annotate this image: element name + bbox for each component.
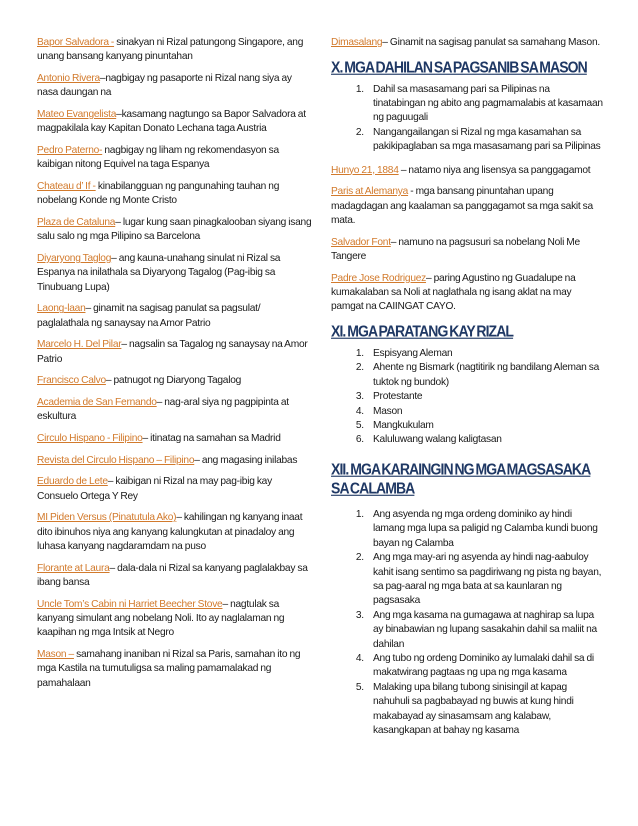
entry — [37, 338, 313, 367]
entry-text: – dala-dala ni Rizal sa kanyang paglalakbay sa ibang bansa — [37, 562, 308, 588]
entry-term[interactable]: Circulo Hispano - Filipino — [37, 433, 143, 444]
section-heading-xi: XI. MGA PARATANG KAY RIZAL — [331, 322, 514, 340]
list-item: 3. Ang mga kasama na gumagawa at naghirap sa lupa ay binabawian ng lupang sasakahin dahil sa maliit na dahilan — [366, 609, 603, 652]
entry-text: – ang magasing inilabas — [194, 454, 298, 466]
list-item: 5. Mangkukulam — [366, 419, 603, 433]
entry — [37, 475, 313, 504]
entry — [331, 236, 603, 265]
entry — [331, 164, 603, 178]
list-item: 2. Ang mga may-ari ng asyenda ay hindi nag-aabuloy kahit isang sentimo sa pagdiriwang ng pista ng bayan, sa pag-aaral ng mga bata at sa kaunlaran ng pagsasaka — [366, 551, 603, 609]
entry-text: – ginamit na sagisag panulat sa pagsulat/ paglalathala ng sanaysay na Amor Patrio — [37, 303, 261, 329]
entry — [37, 108, 313, 137]
list-item: 3. Protestante — [366, 390, 603, 404]
entry — [37, 511, 313, 554]
entry-text: – paring Agustino ng Guadalupe na kumakalaban sa Noli at naglathala ng isang aklat na may pamgat na CAIINGAT CAYO. — [331, 272, 576, 313]
entry-term[interactable]: Laong-laan — [37, 303, 86, 315]
entry-term[interactable]: Florante at Laura — [37, 562, 110, 574]
entry — [37, 598, 313, 641]
section-x-list — [331, 83, 603, 155]
entry-term[interactable]: MI Piden Versus (Pinatutula Ako) — [37, 512, 177, 524]
entry-text: samahang inaniban ni Rizal sa Paris, samahan ito ng mga Kastila na tumutuligsa sa maling pamamalakad ng pamahalaan — [37, 649, 301, 689]
entry-text: – nagtulak sa kanyang simulant ang nobelang Noli. Ito ay naglalaman ng kaapihan ng mga Intsik at Negro — [37, 598, 285, 639]
entry-term[interactable]: Mateo Evangelista — [37, 109, 117, 120]
entry-text: – kaibigan ni Rizal na may pag-ibig kay Consuelo Ortega Y Rey — [37, 476, 272, 502]
entry — [37, 432, 313, 446]
list-item: 1. Espisyang Aleman — [366, 347, 603, 361]
entry-term[interactable]: Uncle Tom’s Cabin ni Harriet Beecher Stove — [37, 598, 223, 610]
entry — [37, 648, 313, 691]
list-item: 4. Ang tubo ng ordeng Dominiko ay lumalaki dahil sa di makatwirang pagtaas ng upa ng mga kasama — [366, 652, 603, 681]
entry-term[interactable]: Antonio Rivera — [37, 73, 100, 84]
section-xi-list — [331, 347, 603, 448]
entry-text: – nag-aral siya ng pagpipinta at eskultura — [37, 397, 289, 423]
entry-term[interactable]: Mason – — [37, 649, 74, 660]
entry-text: – kahilingan ng kanyang inaat dito ibinuhos niya ang kanyang kalungkutan at pinadaloy ang luhasa kanyang nagdaramdam na puso — [37, 512, 303, 552]
entry-term[interactable]: Dimasalang — [331, 37, 383, 48]
entry-term[interactable]: Bapor Salvadora - — [37, 37, 115, 48]
list-item: 2. Nangangailangan si Rizal ng mga kasamahan sa pakikipaglaban sa mga masasamang pari sa Pilipinas — [366, 126, 603, 155]
entry-term[interactable]: Eduardo de Lete — [37, 476, 108, 488]
entry — [37, 36, 313, 65]
entry — [37, 216, 313, 245]
list-item: 6. Kaluluwang walang kaligtasan — [366, 433, 603, 447]
list-item: 1. Ang asyenda ng mga ordeng dominiko ay hindi lamang mga lupa sa paligid ng Calamba kundi buong bayan ng Calamba — [366, 508, 603, 551]
entry — [37, 144, 313, 173]
section-heading-xii: XII. MGA KARAINGIN NG MGA MAGSASAKA SA CALAMBA — [331, 459, 591, 497]
entry-text: kinabilangguan ng pangunahing tauhan ng nobelang Konde ng Monte Cristo — [37, 181, 280, 207]
list-item: 2. Ahente ng Bismark (nagtitirik ng bandilang Aleman sa tuktok ng bundok) — [366, 361, 603, 390]
entry-text: - mga bansang pinuntahan upang madagdagan ang kaalaman sa panggagamot sa mga sakit sa mata. — [331, 186, 593, 227]
left-column — [37, 36, 313, 698]
entry-text: – itinatag na samahan sa Madrid — [142, 433, 281, 444]
entry — [331, 272, 603, 315]
entry-dimasalang — [331, 36, 603, 50]
entry-text: – patnugot ng Diaryong Tagalog — [105, 375, 242, 387]
entry-term[interactable]: Chateau d’ If - — [37, 181, 96, 192]
right-mid-entries — [331, 164, 603, 315]
entry-term[interactable]: Salvador Font — [331, 236, 391, 248]
right-column — [331, 36, 603, 747]
entry-term[interactable]: Diyaryong Taglog — [37, 253, 112, 264]
entry-term[interactable]: Francisco Calvo — [37, 375, 106, 387]
entry-text: – lugar kung saan pinagkalooban siyang isang salu salo ng mga Pilipino sa Barcelona — [37, 217, 312, 243]
entry — [37, 396, 313, 425]
entry-term[interactable]: Academia de San Fernando — [37, 397, 157, 408]
entry-text: – Ginamit na sagisag panulat sa samahang Mason. — [382, 37, 600, 48]
entry-text: – natamo niya ang lisensya sa panggagamot — [398, 164, 591, 176]
entry-text: – namuno na pagsusuri sa nobelang Noli Me Tangere — [331, 236, 580, 263]
entry — [37, 454, 313, 468]
entry-term[interactable]: Marcelo H. Del Pilar — [37, 339, 122, 351]
entry — [37, 374, 313, 388]
list-item: 1. Dahil sa masasamang pari sa Pilipinas na tinatabingan ng abito ang pagmamalabis at kasamaan ng paguugali — [366, 83, 603, 126]
entry — [37, 180, 313, 209]
entry-text: – ang kauna-unahang sinulat ni Rizal sa Espanya na inilathala sa Diyaryong Tagalog (Pag-ibig sa Tinubuang Lupa) — [37, 253, 281, 293]
section-xii-list — [331, 502, 603, 739]
entry-text: – nagsalin sa Tagalog ng sanaysay na Amor Patrio — [37, 339, 308, 365]
entry-term[interactable]: Hunyo 21, 1884 — [331, 164, 399, 176]
list-item: 4. Mason — [366, 405, 603, 419]
entry-term[interactable]: Pedro Paterno- — [37, 145, 103, 156]
section-heading-x: X. MGA DAHILAN SA PAGSANIB SA MASON — [331, 57, 587, 76]
entry — [331, 185, 603, 228]
entry-term[interactable]: Padre Jose Rodriguez — [331, 272, 427, 284]
entry — [37, 302, 313, 331]
entry-text: nagbigay ng liham ng rekomendasyon sa kaibigan nitong Equivel na taga Espanya — [37, 145, 279, 171]
entry-text: –kasamang nagtungo sa Bapor Salvadora at magpakilala kay Kapitan Donato Lechana taga Austria — [37, 109, 306, 135]
entry — [37, 252, 313, 295]
entry-term[interactable]: Paris at Alemanya — [331, 186, 409, 198]
list-item: 5. Malaking upa bilang tubong sinisingil at kapag nahuhuli sa pagbabayad ng buwis at kung hindi makabayad ay sinasamsam ang kalabaw, kasangkapan at bahay ng kasama — [366, 681, 603, 739]
entry-text: sinakyan ni Rizal patungong Singapore, ang unang bansang kanyang pinuntahan — [37, 37, 304, 63]
entry-term[interactable]: Revista del Circulo Hispano – Filipino — [37, 454, 195, 466]
entry — [37, 562, 313, 591]
entry — [37, 72, 313, 101]
left-entries — [37, 36, 313, 691]
entry-term[interactable]: Plaza de Cataluna — [37, 217, 116, 228]
entry-text: –nagbigay ng pasaporte ni Rizal nang siya ay nasa daungan na — [37, 73, 292, 99]
